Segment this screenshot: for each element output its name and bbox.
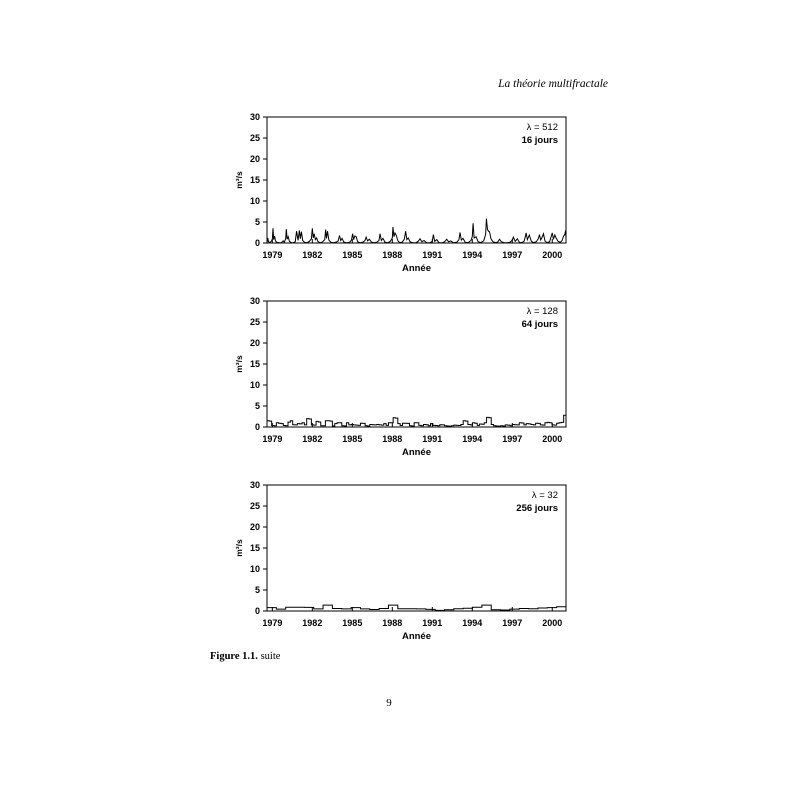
y-tick-label: 0 [254,606,260,617]
y-axis-label: m³/s [234,355,244,373]
legend-lambda: λ = 32 [531,490,558,501]
x-tick-label: 1994 [462,618,483,628]
figure-caption-label: Figure 1.1. [210,651,258,662]
y-tick-label: 15 [249,543,260,554]
x-tick-label: 1982 [302,250,323,260]
x-tick-label: 1994 [462,434,483,444]
legend-duration: 256 jours [516,503,558,514]
y-tick-label: 5 [254,217,260,228]
x-tick-label: 1988 [382,618,403,628]
x-tick-label: 2000 [542,250,563,260]
x-tick-label: 1982 [302,618,323,628]
x-tick-label: 1994 [462,250,483,260]
y-tick-label: 10 [249,564,260,575]
legend-duration: 64 jours [521,319,558,330]
legend-lambda: λ = 128 [526,306,558,317]
page-number: 9 [386,697,392,709]
x-tick-label: 1985 [342,618,363,628]
figure-caption-text: suite [260,651,281,662]
y-tick-label: 0 [254,422,260,433]
x-tick-label: 1988 [382,250,403,260]
y-tick-label: 15 [249,175,260,186]
x-tick-label: 1997 [502,434,523,444]
x-tick-label: 1997 [502,250,523,260]
running-head: La théorie multifractale [498,78,608,90]
y-axis-label: m³/s [234,171,244,189]
x-tick-label: 2000 [542,618,563,628]
y-tick-label: 10 [249,196,260,207]
y-tick-label: 20 [249,154,260,165]
y-tick-label: 25 [249,501,260,512]
chart-lambda-32 [205,478,580,650]
y-tick-label: 15 [249,359,260,370]
x-tick-label: 1979 [262,434,283,444]
y-tick-label: 5 [254,585,260,596]
x-tick-label: 1985 [342,434,363,444]
x-tick-label: 1997 [502,618,523,628]
x-tick-label: 2000 [542,434,563,444]
x-tick-label: 1979 [262,618,283,628]
y-tick-label: 30 [249,296,260,307]
y-tick-label: 30 [249,480,260,491]
x-tick-label: 1991 [422,250,443,260]
chart-lambda-128 [205,294,580,466]
y-axis-label: m³/s [234,539,244,557]
legend-duration: 16 jours [521,135,558,146]
series-path [267,415,566,426]
x-tick-label: 1982 [302,434,323,444]
y-tick-label: 5 [254,401,260,412]
y-tick-label: 0 [254,238,260,249]
x-tick-label: 1991 [422,618,443,628]
y-tick-label: 25 [249,317,260,328]
legend-lambda: λ = 512 [526,122,558,133]
y-tick-label: 30 [249,112,260,123]
x-tick-label: 1991 [422,434,443,444]
x-tick-label: 1979 [262,250,283,260]
x-axis-label: Année [401,631,432,642]
figure-caption [210,651,280,662]
x-axis-label: Année [401,447,432,458]
x-tick-label: 1988 [382,434,403,444]
y-tick-label: 25 [249,133,260,144]
chart-lambda-512 [205,110,580,282]
x-tick-label: 1985 [342,250,363,260]
y-tick-label: 20 [249,522,260,533]
x-axis-label: Année [401,263,432,274]
y-tick-label: 20 [249,338,260,349]
y-tick-label: 10 [249,380,260,391]
